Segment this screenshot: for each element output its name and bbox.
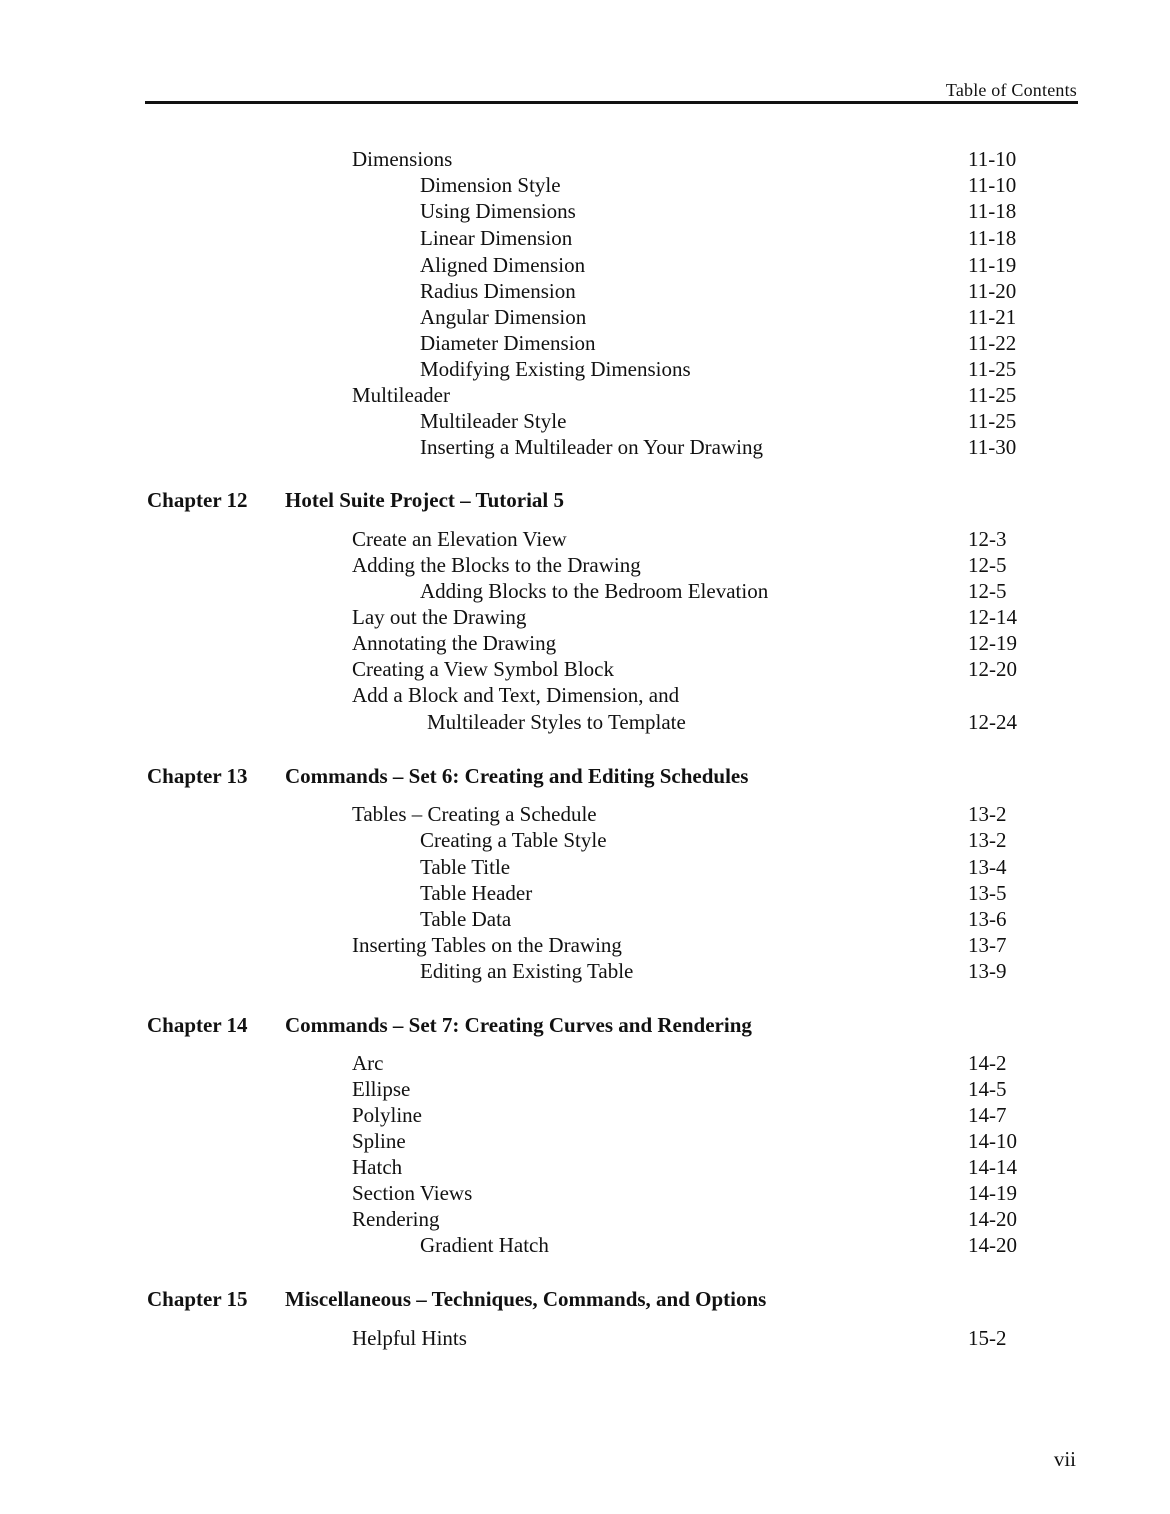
toc-entry (0, 1206, 1170, 1232)
toc-entry-page: 14-2 (968, 1051, 1007, 1075)
toc-entry-label: Modifying Existing Dimensions (420, 357, 691, 381)
toc-entry-page: 11-25 (968, 357, 1017, 381)
toc-entry-label: Multileader (352, 383, 450, 407)
toc-entry (0, 656, 1170, 682)
toc-entry (0, 1128, 1170, 1154)
toc-entry-page: 13-7 (968, 933, 1007, 957)
toc-entry (0, 382, 1170, 408)
toc-entry-page: 13-2 (968, 828, 1007, 852)
toc-entry (0, 709, 1170, 735)
toc-entry-label: Spline (352, 1129, 406, 1153)
toc-entry-page: 13-2 (968, 802, 1007, 826)
toc-entry-page: 14-10 (968, 1129, 1017, 1153)
toc-entry-label: Table Title (420, 855, 511, 879)
toc-entry-page: 11-18 (968, 226, 1017, 250)
toc-entry-page: 14-20 (968, 1207, 1017, 1231)
toc-entry-label: Annotating the Drawing (352, 631, 557, 655)
toc-entry-page: 13-4 (968, 855, 1007, 879)
toc-entry (0, 604, 1170, 630)
toc-entry (0, 578, 1170, 604)
toc-entry (0, 252, 1170, 278)
toc-entry (0, 172, 1170, 198)
chapter-title: Commands – Set 7: Creating Curves and Rendering (285, 1013, 752, 1037)
toc-entry-label: Add a Block and Text, Dimension, and (352, 683, 680, 707)
toc-entry-label: Radius Dimension (420, 279, 576, 303)
toc-entry-page: 12-19 (968, 631, 1017, 655)
toc-entry-page: 14-19 (968, 1181, 1017, 1205)
toc-entry (0, 1076, 1170, 1102)
toc-entry-label: Gradient Hatch (420, 1233, 549, 1257)
toc-entry-page: 11-20 (968, 279, 1017, 303)
toc-entry (0, 827, 1170, 853)
chapter-number: Chapter 14 (147, 1013, 248, 1037)
toc-entry-label: Rendering (352, 1207, 440, 1231)
toc-entry-label: Aligned Dimension (420, 253, 586, 277)
chapter-title: Miscellaneous – Techniques, Commands, and Options (285, 1287, 767, 1311)
toc-entry (0, 932, 1170, 958)
toc-entry-page: 12-24 (968, 710, 1017, 734)
toc-entry-page: 14-14 (968, 1155, 1017, 1179)
chapter-title: Hotel Suite Project – Tutorial 5 (285, 488, 564, 512)
toc-entry-page: 12-5 (968, 579, 1007, 603)
toc-entry-page: 11-22 (968, 331, 1017, 355)
toc-entry-label: Lay out the Drawing (352, 605, 527, 629)
toc-entry-label: Editing an Existing Table (420, 959, 634, 983)
toc-entry (0, 198, 1170, 224)
toc-entry-page: 11-10 (968, 147, 1017, 171)
toc-entry-label: Inserting Tables on the Drawing (352, 933, 622, 957)
toc-entry (0, 1154, 1170, 1180)
toc-entry-label: Creating a Table Style (420, 828, 607, 852)
toc-entry-page: 13-5 (968, 881, 1007, 905)
toc-entry-page: 11-25 (968, 409, 1017, 433)
toc-entry (0, 146, 1170, 172)
toc-entry-label: Tables – Creating a Schedule (352, 802, 597, 826)
toc-entry (0, 1180, 1170, 1206)
chapter-heading (0, 762, 1170, 790)
toc-entry (0, 1232, 1170, 1258)
toc-entry-label: Adding the Blocks to the Drawing (352, 553, 641, 577)
toc-entry (0, 906, 1170, 932)
toc-entry-label: Inserting a Multileader on Your Drawing (420, 435, 763, 459)
toc-entry-page: 11-18 (968, 199, 1017, 223)
toc-entry-label: Create an Elevation View (352, 527, 567, 551)
toc-entry-label: Dimensions (352, 147, 453, 171)
toc-entry (0, 1050, 1170, 1076)
toc-entry-label: Angular Dimension (420, 305, 587, 329)
running-head: Table of Contents (945, 80, 1077, 100)
toc-entry (0, 1102, 1170, 1128)
toc-entry-page: 11-19 (968, 253, 1017, 277)
toc-entry (0, 880, 1170, 906)
toc-entry-page: 11-30 (968, 435, 1017, 459)
toc-entry (0, 278, 1170, 304)
toc-entry-page: 12-20 (968, 657, 1017, 681)
toc-entry-label: Ellipse (352, 1077, 411, 1101)
toc-entry (0, 854, 1170, 880)
toc-entry-page: 14-7 (968, 1103, 1007, 1127)
toc-entry (0, 1325, 1170, 1351)
toc-entry-label: Table Header (420, 881, 533, 905)
toc-entry-label: Dimension Style (420, 173, 561, 197)
toc-entry-label: Helpful Hints (352, 1326, 467, 1350)
toc-entry-label: Polyline (352, 1103, 423, 1127)
toc-entry-page: 11-25 (968, 383, 1017, 407)
chapter-number: Chapter 13 (147, 764, 248, 788)
toc-entry (0, 552, 1170, 578)
toc-entry-label: Section Views (352, 1181, 473, 1205)
toc-entry-label: Arc (352, 1051, 384, 1075)
toc-entry (0, 958, 1170, 984)
toc-entry-page: 14-20 (968, 1233, 1017, 1257)
toc-entry-label: Adding Blocks to the Bedroom Elevation (420, 579, 769, 603)
toc-entry-label: Diameter Dimension (420, 331, 596, 355)
toc-entry-label: Multileader Styles to Template (427, 710, 686, 734)
toc-entry-page: 14-5 (968, 1077, 1007, 1101)
chapter-heading (0, 1011, 1170, 1039)
toc-entry-page: 12-5 (968, 553, 1007, 577)
toc-entry-page: 13-6 (968, 907, 1007, 931)
toc-entry (0, 225, 1170, 251)
toc-entry-page: 13-9 (968, 959, 1007, 983)
toc-entry (0, 356, 1170, 382)
toc-entry (0, 434, 1170, 460)
toc-entry-label: Linear Dimension (420, 226, 573, 250)
page-folio: vii (1053, 1447, 1076, 1471)
toc-entry-label: Hatch (352, 1155, 403, 1179)
toc-entry (0, 408, 1170, 434)
toc-entry (0, 682, 1170, 708)
toc-entry-page: 11-21 (968, 305, 1017, 329)
toc-entry-label: Table Data (420, 907, 512, 931)
chapter-number: Chapter 12 (147, 488, 248, 512)
toc-entry-page: 12-3 (968, 527, 1007, 551)
chapter-heading (0, 1285, 1170, 1313)
toc-entry (0, 526, 1170, 552)
toc-entry-label: Using Dimensions (420, 199, 576, 223)
toc-entry-page: 11-10 (968, 173, 1017, 197)
toc-entry (0, 801, 1170, 827)
toc-entry-label: Creating a View Symbol Block (352, 657, 614, 681)
toc-entry-label: Multileader Style (420, 409, 567, 433)
chapter-number: Chapter 15 (147, 1287, 248, 1311)
chapter-title: Commands – Set 6: Creating and Editing Schedules (285, 764, 749, 788)
toc-entry-page: 15-2 (968, 1326, 1007, 1350)
chapter-heading (0, 486, 1170, 514)
toc-entry (0, 630, 1170, 656)
toc-entry (0, 304, 1170, 330)
toc-entry-page: 12-14 (968, 605, 1017, 629)
toc-entry (0, 330, 1170, 356)
